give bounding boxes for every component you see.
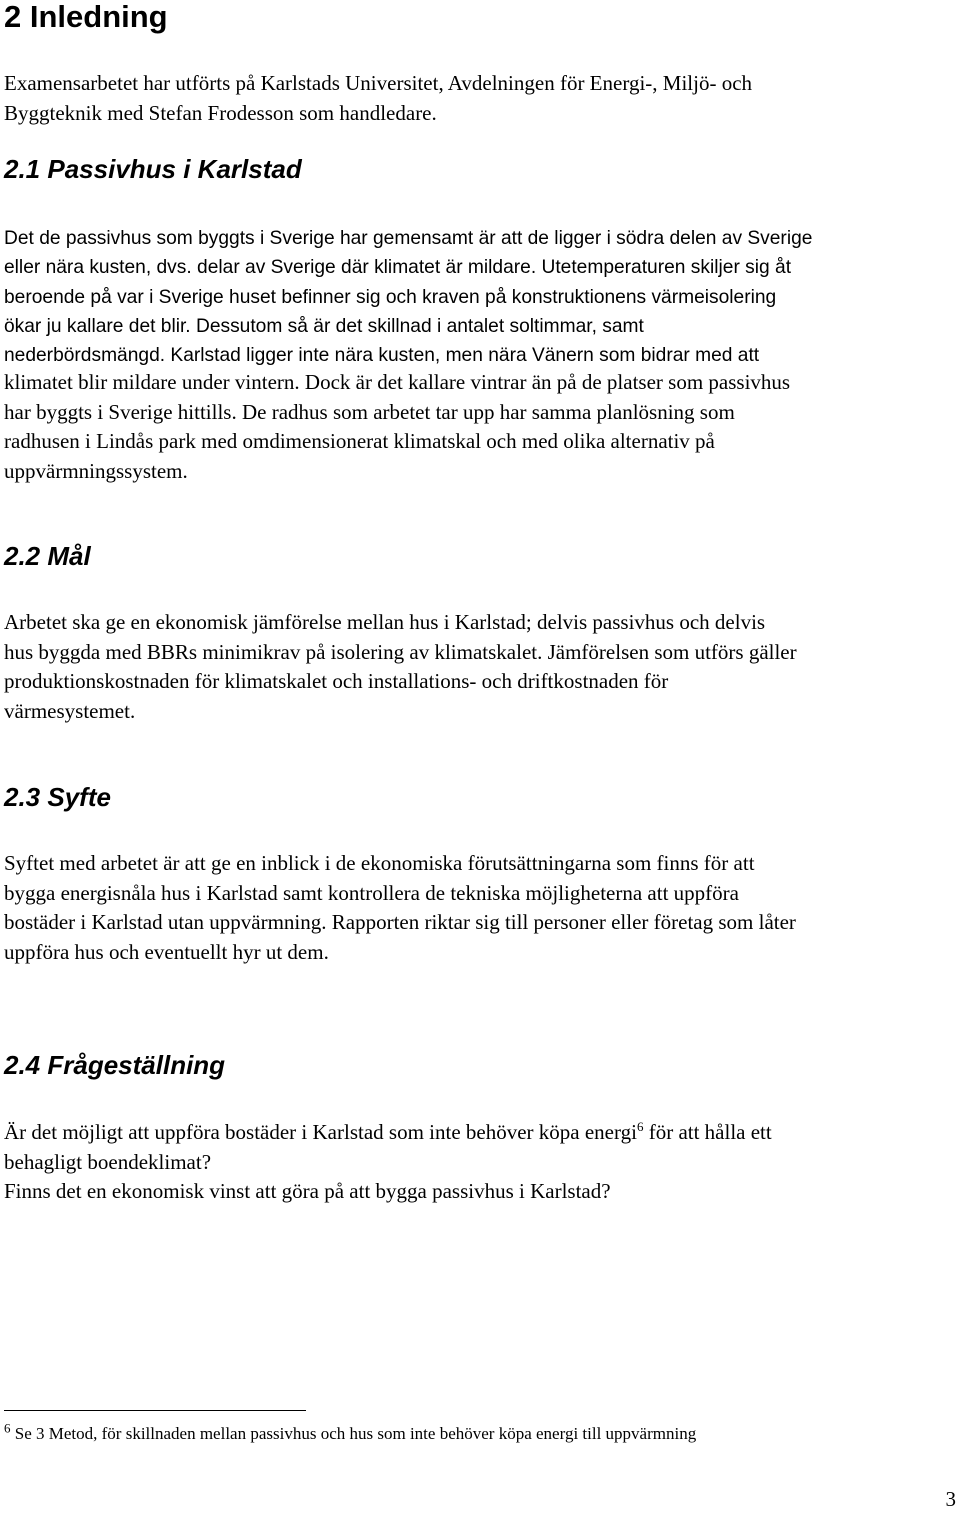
text-line: Syftet med arbetet är att ge en inblick i de ekonomiska förutsättningarna som finns för att [4,851,755,875]
text-line: Arbetet ska ge en ekonomisk jämförelse mellan hus i Karlstad; delvis passivhus och delvis [4,610,766,634]
text-line: nederbördsmängd. Karlstad ligger inte nära kusten, men nära Vänern som bidrar med att [4,345,760,367]
text-line: eller nära kusten, dvs. delar av Sverige där klimatet är mildare. Utetemperaturen skiljer sig åt [4,257,792,279]
section-2-1-paragraph-sans [4,224,958,370]
footnote [4,1422,696,1446]
text-line: Det de passivhus som byggts i Sverige har gemensamt är att de ligger i södra delen av Sverige [4,228,813,249]
text-line: bostäder i Karlstad utan uppvärmning. Rapporten riktar sig till personer eller företag som låter [4,910,796,934]
text-line: Byggteknik med Stefan Frodesson som handledare. [4,100,437,125]
section-2-4-paragraph [4,1118,958,1207]
section-2-2-paragraph [4,608,958,726]
footnote-marker: 6 [4,1420,11,1436]
text-line: uppvärmningssystem. [4,458,188,483]
question-line-3: Finns det en ekonomisk vinst att göra på att bygga passivhus i Karlstad? [4,1179,611,1203]
text-line: värmesystemet. [4,698,136,723]
intro-paragraph [4,69,958,128]
text-line: ökar ju kallare det blir. Dessutom så är det skillnad i antalet soltimmar, samt [4,315,644,337]
text-line: produktionskostnaden för klimatskalet och installations- och driftkostnaden för [4,669,669,693]
question-text: Är det möjligt att uppföra bostäder i Karlstad som inte behöver köpa energi [4,1120,637,1144]
text-line: klimatet blir mildare under vintern. Dock är det kallare vintrar än på de platser som passivhus [4,370,791,394]
section-2-1-paragraph-serif [4,368,958,486]
footnote-divider [4,1410,306,1411]
page-number: 3 [945,1487,956,1511]
text-line: har byggts i Sverige hittills. De radhus som arbetet tar upp har samma planlösning som [4,399,735,424]
section-heading-2-3: 2.3 Syfte [4,782,111,812]
text-line: Examensarbetet har utförts på Karlstads Universitet, Avdelningen för Energi-, Miljö- och [4,71,753,95]
text-line: bygga energisnåla hus i Karlstad samt kontrollera de tekniska möjligheterna att uppföra [4,880,739,905]
text-line: radhusen i Lindås park med omdimensionerat klimatskal och med olika alternativ på [4,429,715,453]
section-heading-2-4: 2.4 Frågeställning [4,1050,226,1080]
question-line-2: behagligt boendeklimat? [4,1149,212,1174]
section-heading-2-1: 2.1 Passivhus i Karlstad [4,154,302,184]
question-line-1 [4,1118,958,1148]
question-text: för att hålla ett [643,1120,772,1144]
text-line: uppföra hus och eventuellt hyr ut dem. [4,939,329,964]
text-line: beroende på var i Sverige huset befinner sig och kraven på konstruktionens värmeisolering [4,286,777,308]
footnote-text: Se 3 Metod, för skillnaden mellan passivhus och hus som inte behöver köpa energi till uppvärmning [10,1424,697,1443]
section-2-3-paragraph [4,849,958,967]
chapter-heading: 2 Inledning [4,0,168,34]
text-line: hus byggda med BBRs minimikrav på isolering av klimatskalet. Jämförelsen som utförs gäller [4,639,797,664]
footnote-reference: 6 [636,1119,644,1134]
section-heading-2-2: 2.2 Mål [4,541,91,571]
